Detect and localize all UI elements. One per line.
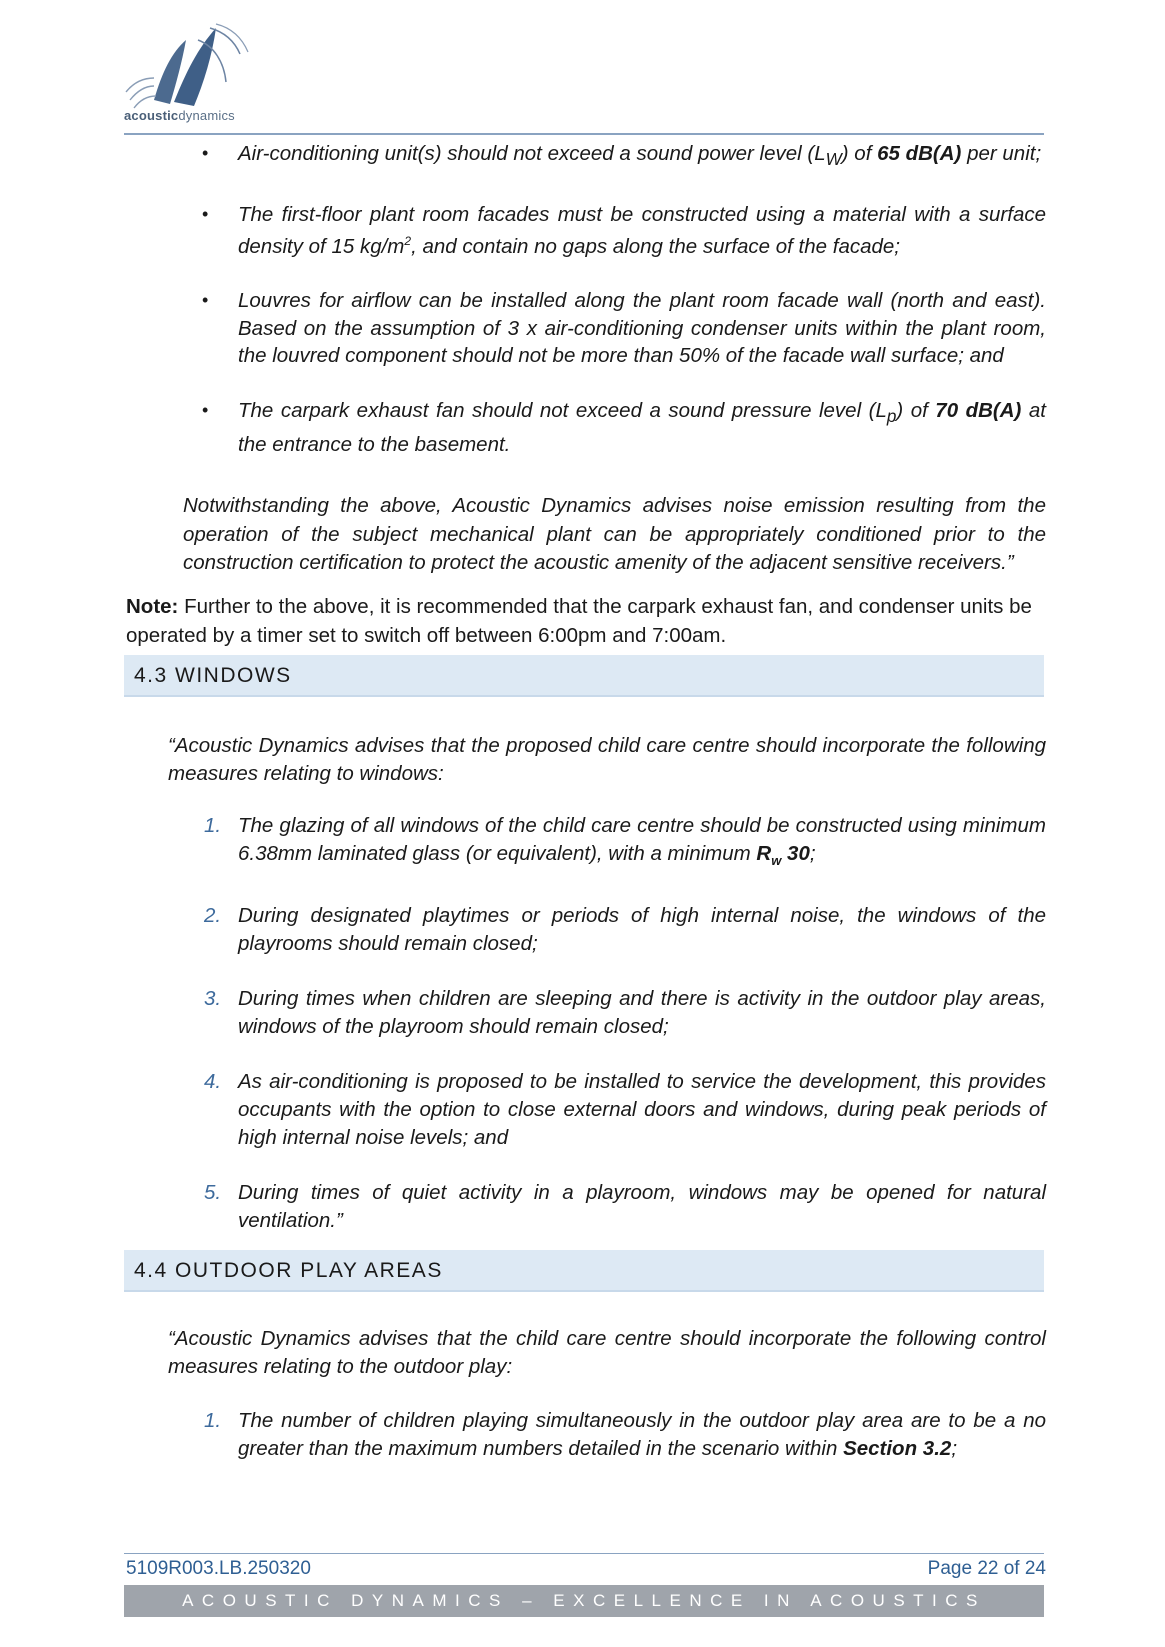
section-heading-outdoor-play: 4.4 OUTDOOR PLAY AREAS <box>124 1250 1044 1292</box>
bullet-icon: • <box>202 143 209 163</box>
list-item: • The carpark exhaust fan should not exceed a sound pressure level $(L_p)$ of 70 dB(A) at the entrance to the basement. <box>202 398 1046 456</box>
windows-intro: “Acoustic Dynamics advises that the proposed child care centre should incorporate the following measures relating to windows: <box>168 734 1046 785</box>
footer-tagline-bar: ACOUSTIC DYNAMICS – EXCELLENCE IN ACOUSTICS <box>124 1585 1044 1617</box>
list-item: 4. As air-conditioning is proposed to be installed to service the development, this provides occupants with the option to close external doors and windows, during peak periods of high internal noise levels; and <box>204 1070 1046 1150</box>
outdoor-intro: “Acoustic Dynamics advises that the child care centre should incorporate the following control measures relating to the outdoor play: <box>168 1327 1046 1378</box>
header-divider <box>124 133 1044 135</box>
list-item: 3. During times when children are sleeping and there is activity in the outdoor play areas, windows of the playroom should remain closed; <box>204 987 1046 1039</box>
list-item: 1. The glazing of all windows of the child care centre should be constructed using minimum 6.38mm laminated glass (or equivalent), with a minimum $R_w$ 30; <box>204 814 1046 869</box>
list-item: 5. During times of quiet activity in a playroom, windows may be opened for natural ventilation.” <box>204 1181 1046 1233</box>
footer-divider <box>124 1553 1044 1554</box>
list-item: • Louvres for airflow can be installed along the plant room facade wall (north and east). Based on the assumption of 3 x air-conditioning condenser units within the plant room, the louvred component should not be more than 50% of the facade wall surface; and <box>202 289 1046 368</box>
bullet-icon: • <box>202 399 209 420</box>
outdoor-measures-list <box>200 1407 1046 1490</box>
closing-quote-paragraph: Notwithstanding the above, Acoustic Dynamics advises noise emission resulting from the operation of the subject mechanical plant can be appropriately conditioned prior to the construction certification to protect the acoustic amenity of the adjacent sensitive receivers.” <box>183 494 1046 574</box>
logo-wordmark: acousticdynamics <box>124 108 235 123</box>
bullet-icon: • <box>202 203 209 224</box>
page-number: Page 22 of 24 <box>927 1558 1046 1579</box>
plant-recommendations-list <box>200 140 1046 485</box>
bullet-icon: • <box>202 290 209 311</box>
list-item: • The first-floor plant room facades must be constructed using a material with a surface density of 15 $kg/m^2$, and contain no gaps along the surface of the facade; <box>202 202 1046 258</box>
note-paragraph: Note: Further to the above, it is recommended that the carpark exhaust fan, and condenser units be operated by a timer set to switch off between 6:00pm and 7:00am. <box>126 595 1032 647</box>
list-item: 1. The number of children playing simultaneously in the outdoor play area are to be a no greater than the maximum numbers detailed in the scenario within Section 3.2; <box>204 1409 1046 1460</box>
list-item: 2. During designated playtimes or periods of high internal noise, the windows of the playrooms should remain closed; <box>204 904 1046 956</box>
list-item: • Air-conditioning unit(s) should not exceed a sound power level $(L_W)$ of 65 dB(A) per unit; <box>202 142 1042 170</box>
windows-measures-list <box>200 812 1046 1262</box>
section-heading-windows: 4.3 WINDOWS <box>124 655 1044 697</box>
document-reference: 5109R003.LB.250320 <box>126 1558 311 1579</box>
